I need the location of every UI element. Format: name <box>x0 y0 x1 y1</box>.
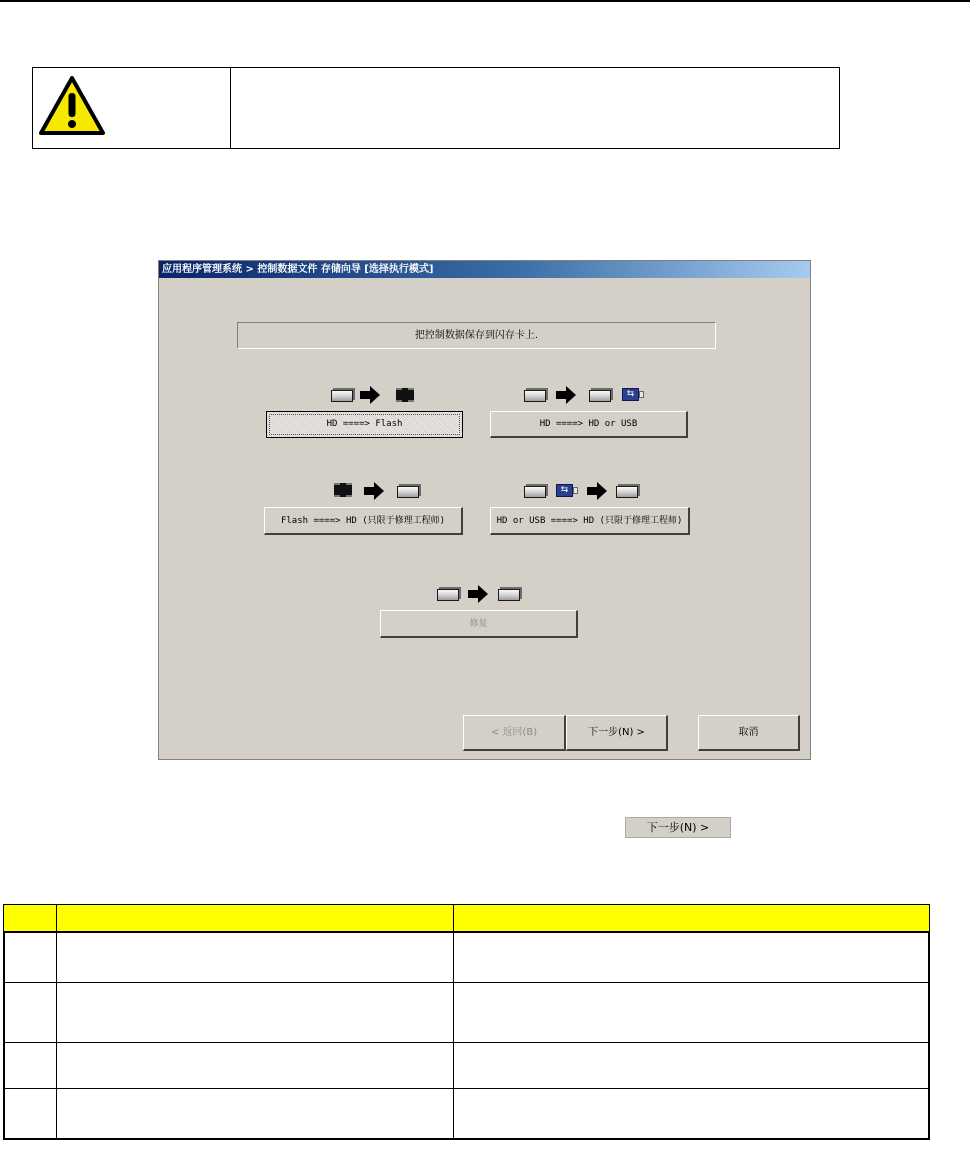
repair-button[interactable]: 修复 <box>380 610 578 638</box>
hard-disk-icon <box>331 390 353 402</box>
page-top-rule <box>0 0 970 2</box>
arrow-right-icon <box>556 386 576 404</box>
back-button[interactable]: < 返回(B) <box>463 715 566 751</box>
hard-disk-icon <box>437 589 459 601</box>
hard-disk-icon <box>498 589 520 601</box>
usb-drive-icon: ⇆ <box>622 388 639 401</box>
flash-chip-icon <box>396 388 414 402</box>
next-button[interactable]: 下一步(N) > <box>566 715 668 751</box>
hard-disk-icon <box>524 390 546 402</box>
arrow-right-icon <box>468 585 488 603</box>
inline-next-button-image: 下一步(N) > <box>625 817 731 838</box>
table-row-divider <box>4 1042 929 1043</box>
table-header-row <box>4 905 929 933</box>
table-row-divider <box>4 1088 929 1089</box>
hd-to-hd-or-usb-button[interactable]: HD ====> HD or USB <box>490 411 688 438</box>
table-column-divider <box>453 905 454 1139</box>
flash-chip-icon <box>334 483 352 497</box>
flash-to-hd-button[interactable]: Flash ====> HD (只限于修理工程师) <box>264 507 463 535</box>
arrow-right-icon <box>587 482 607 500</box>
usb-drive-icon: ⇆ <box>556 484 573 497</box>
message-box: 把控制数据保存到闪存卡上. <box>237 322 716 349</box>
info-table <box>3 904 930 1140</box>
table-row-divider <box>4 982 929 983</box>
warning-triangle-icon <box>38 75 106 137</box>
hard-disk-icon <box>397 486 419 498</box>
cancel-button[interactable]: 取消 <box>698 715 800 751</box>
hard-disk-icon <box>589 390 611 402</box>
hd-to-flash-button[interactable]: HD ====> Flash <box>266 411 463 438</box>
hard-disk-icon <box>524 486 546 498</box>
table-column-divider <box>56 905 57 1139</box>
arrow-right-icon <box>360 386 380 404</box>
warning-box <box>32 67 840 149</box>
arrow-right-icon <box>364 482 384 500</box>
usb-connector-icon <box>639 391 644 398</box>
usb-connector-icon <box>573 487 578 494</box>
warning-box-divider <box>230 67 231 149</box>
hard-disk-icon <box>616 486 638 498</box>
dialog-titlebar: 应用程序管理系统 > 控制数据文件 存储向导 [选择执行模式] <box>159 261 810 278</box>
hd-or-usb-to-hd-button[interactable]: HD or USB ====> HD (只限于修理工程师) <box>490 507 690 535</box>
